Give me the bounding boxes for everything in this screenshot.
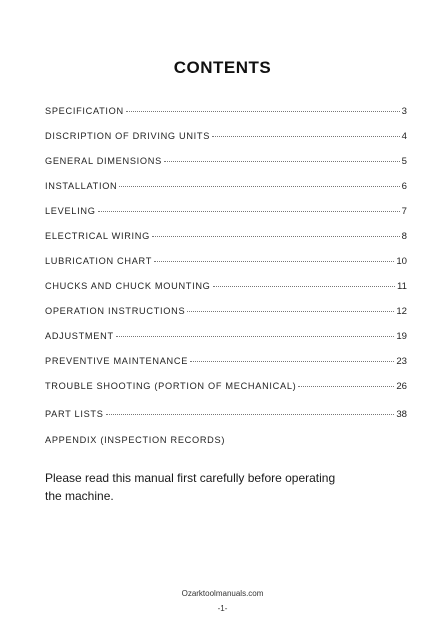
toc-entry-page: 38 xyxy=(396,409,407,420)
toc-dot-leader xyxy=(119,186,399,187)
toc-entry-page: 6 xyxy=(401,181,407,192)
toc-dot-leader xyxy=(298,386,394,387)
toc-entry-page: 11 xyxy=(397,281,407,292)
read-manual-notice xyxy=(45,469,385,505)
toc-entry-label: DISCRIPTION OF DRIVING UNITS xyxy=(45,131,211,141)
toc-entry-leveling[interactable] xyxy=(45,206,407,217)
toc-entry-label: APPENDIX (INSPECTION RECORDS) xyxy=(45,435,226,445)
toc-dot-leader xyxy=(98,211,400,212)
toc-entry-label: CHUCKS AND CHUCK MOUNTING xyxy=(45,281,211,291)
toc-entry-preventive-maintenance[interactable] xyxy=(45,356,407,367)
toc-entry-page: 7 xyxy=(401,206,407,217)
toc-entry-operation-instructions[interactable] xyxy=(45,306,407,317)
toc-dot-leader xyxy=(154,261,394,262)
toc-entry-page: 3 xyxy=(401,106,407,117)
toc-dot-leader xyxy=(106,414,395,415)
toc-dot-leader xyxy=(212,136,400,137)
toc-entry-page: 10 xyxy=(396,256,407,267)
toc-entry-chucks[interactable] xyxy=(45,281,407,292)
toc-entry-label: PREVENTIVE MAINTENANCE xyxy=(45,356,189,366)
toc-entry-label: ADJUSTMENT xyxy=(45,331,114,341)
toc-entry-label: OPERATION INSTRUCTIONS xyxy=(45,306,186,316)
notice-line: Please read this manual first carefully before operating xyxy=(45,471,336,485)
toc-entry-page: 26 xyxy=(396,381,407,392)
toc-entry-label: LEVELING xyxy=(45,206,96,216)
toc-entry-installation[interactable] xyxy=(45,181,407,192)
toc-entry-label: PART LISTS xyxy=(45,409,104,419)
toc-entry-page: 23 xyxy=(396,356,407,367)
toc-entry-label: LUBRICATION CHART xyxy=(45,256,153,266)
toc-entry-specification[interactable] xyxy=(45,106,407,117)
toc-dot-leader xyxy=(116,336,395,337)
toc-dot-leader xyxy=(187,311,394,312)
toc-entry-adjustment[interactable] xyxy=(45,331,407,342)
toc-entry-appendix[interactable] xyxy=(45,435,407,445)
toc-entry-page: 5 xyxy=(401,156,407,167)
toc-dot-leader xyxy=(152,236,400,237)
toc-dot-leader xyxy=(164,161,400,162)
toc-entry-part-lists[interactable] xyxy=(45,409,407,420)
toc-dot-leader xyxy=(126,111,400,112)
toc-entry-page: 12 xyxy=(396,306,407,317)
toc-entry-label: SPECIFICATION xyxy=(45,106,124,116)
toc-entry-label: TROUBLE SHOOTING (PORTION OF MECHANICAL) xyxy=(45,381,297,391)
page-title: CONTENTS xyxy=(173,58,272,77)
footer-page-number: -1- xyxy=(217,604,228,613)
toc-entry-label: ELECTRICAL WIRING xyxy=(45,231,150,241)
toc-entry-label: GENERAL DIMENSIONS xyxy=(45,156,162,166)
toc-entry-page: 4 xyxy=(401,131,407,142)
toc-entry-electrical-wiring[interactable] xyxy=(45,231,407,242)
toc-entry-trouble-shooting[interactable] xyxy=(45,381,407,392)
toc-dot-leader xyxy=(190,361,394,362)
toc-entry-general-dimensions[interactable] xyxy=(45,156,407,167)
toc-entry-driving-units[interactable] xyxy=(45,131,407,142)
toc-entry-label: INSTALLATION xyxy=(45,181,118,191)
toc-dot-leader xyxy=(213,286,396,287)
footer-website: Ozarktoolmanuals.com xyxy=(181,589,264,598)
toc-entry-lubrication-chart[interactable] xyxy=(45,256,407,267)
toc-entry-page: 8 xyxy=(401,231,407,242)
notice-line: the machine. xyxy=(45,489,114,503)
toc-entry-page: 19 xyxy=(396,331,407,342)
